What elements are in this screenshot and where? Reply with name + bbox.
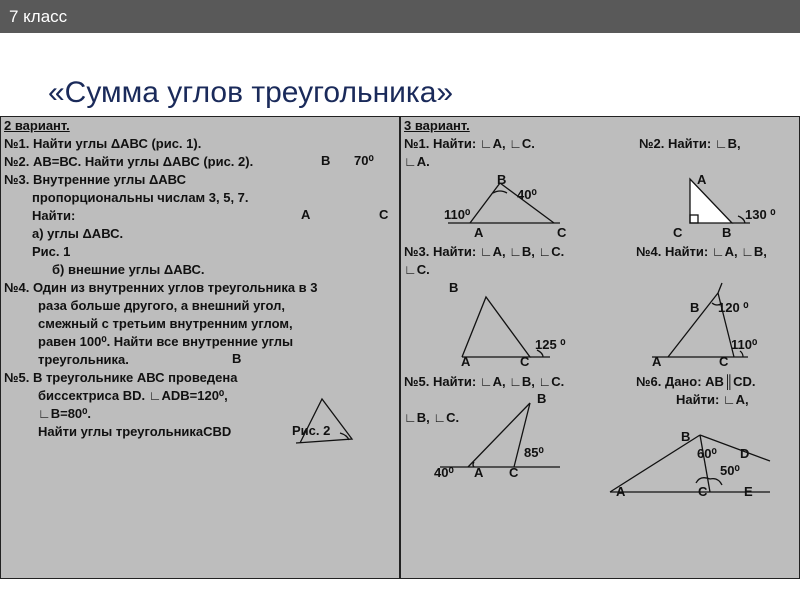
task-line: б) внешние углы ΔАВС. xyxy=(52,262,205,277)
task-line: №6. Дано: АВ║CD. xyxy=(636,374,756,389)
fig-label: В xyxy=(722,225,732,240)
task-line: ∟А. xyxy=(404,154,430,169)
task-line: Рис. 1 xyxy=(32,244,71,259)
fig-label: А xyxy=(474,465,484,480)
fig-label: С xyxy=(698,484,708,499)
task-line: №5. Найти: ∟А, ∟В, ∟С. xyxy=(404,374,565,389)
fig-label: А xyxy=(652,354,662,369)
task-line: №3. Внутренние углы ΔАВС xyxy=(4,172,186,187)
task-line: пропорциональны числам 3, 5, 7. xyxy=(32,190,249,205)
fig-label: 40⁰ xyxy=(517,187,537,202)
fig-label: А xyxy=(301,207,311,222)
task-line: Найти: ∟А, xyxy=(676,392,749,407)
fig-label: С xyxy=(509,465,519,480)
task-line: ∟С. xyxy=(404,262,430,277)
fig-label: С xyxy=(557,225,567,240)
task-line: треугольника. xyxy=(38,352,129,367)
fig-label: А xyxy=(461,354,471,369)
fig-label: В xyxy=(449,280,459,295)
fig-label: В xyxy=(232,351,242,366)
task-line: №2. Найти: ∟В, xyxy=(639,136,741,151)
task-line: Найти: xyxy=(32,208,76,223)
task-line: №3. Найти: ∟А, ∟В, ∟С. xyxy=(404,244,565,259)
fig-label: 60⁰ xyxy=(697,446,717,461)
triangle-fig2 xyxy=(296,399,352,443)
left-figures xyxy=(0,117,400,577)
fig-label: В xyxy=(497,172,507,187)
task-line: раза больше другого, а внешний угол, xyxy=(38,298,286,313)
fig-label: Е xyxy=(744,484,753,499)
fig-label: В xyxy=(537,391,547,406)
task-line: биссектриса BD. ∟ADB=120⁰, xyxy=(38,388,228,403)
fig-label: 50⁰ xyxy=(720,463,740,478)
fig-label: С xyxy=(673,225,683,240)
grade-label: 7 класс xyxy=(9,7,68,26)
fig-label: С xyxy=(520,354,530,369)
fig-label: С xyxy=(379,207,389,222)
fig-label: 85⁰ xyxy=(524,445,544,460)
fig-label: 110⁰ xyxy=(444,207,471,222)
task-line: равен 100⁰. Найти все внутренние углы xyxy=(38,334,294,349)
task-line: ∟В, ∟С. xyxy=(404,410,460,425)
fig-label: 40⁰ xyxy=(434,465,454,480)
variant-2-heading: 2 вариант. xyxy=(4,118,70,133)
slide-title: «Сумма углов треугольника» xyxy=(48,76,454,109)
fig-label: 130 ⁰ xyxy=(745,207,776,222)
task-line: №5. В треугольнике АВС проведена xyxy=(4,370,238,385)
task-line: №1. Найти: ∟А, ∟С. xyxy=(404,136,535,151)
fig-label: 120 ⁰ xyxy=(718,300,749,315)
task-line: Найти углы треугольникаCBD xyxy=(38,424,232,439)
task-line: №1. Найти углы ΔАВС (рис. 1). xyxy=(4,136,202,151)
task-line: а) углы ΔАВС. xyxy=(32,226,124,241)
fig-label: D xyxy=(740,446,750,461)
fig-label: 125 ⁰ xyxy=(535,337,566,352)
task-line: №4. Один из внутренних углов треугольника в 3 xyxy=(4,280,318,295)
task-line: №4. Найти: ∟А, ∟В, xyxy=(636,244,767,259)
top-bar xyxy=(0,0,800,33)
fig-label: А xyxy=(697,172,707,187)
task-line: смежный с третьим внутренним углом, xyxy=(38,316,293,331)
fig-label: А xyxy=(616,484,626,499)
fig-label: В xyxy=(681,429,691,444)
variant-3-heading: 3 вариант. xyxy=(404,118,470,133)
fig-label: В xyxy=(690,300,700,315)
fig-label: А xyxy=(474,225,484,240)
task-line: №2. АВ=ВС. Найти углы ΔАВС (рис. 2). xyxy=(4,154,254,169)
fig-label: 70⁰ xyxy=(354,153,374,168)
fig-label: Рис. 2 xyxy=(292,423,331,438)
task-line: ∟B=80⁰. xyxy=(38,406,91,421)
fig-label: С xyxy=(719,354,729,369)
fig-label: 110⁰ xyxy=(731,337,758,352)
fig-label: В xyxy=(321,153,331,168)
